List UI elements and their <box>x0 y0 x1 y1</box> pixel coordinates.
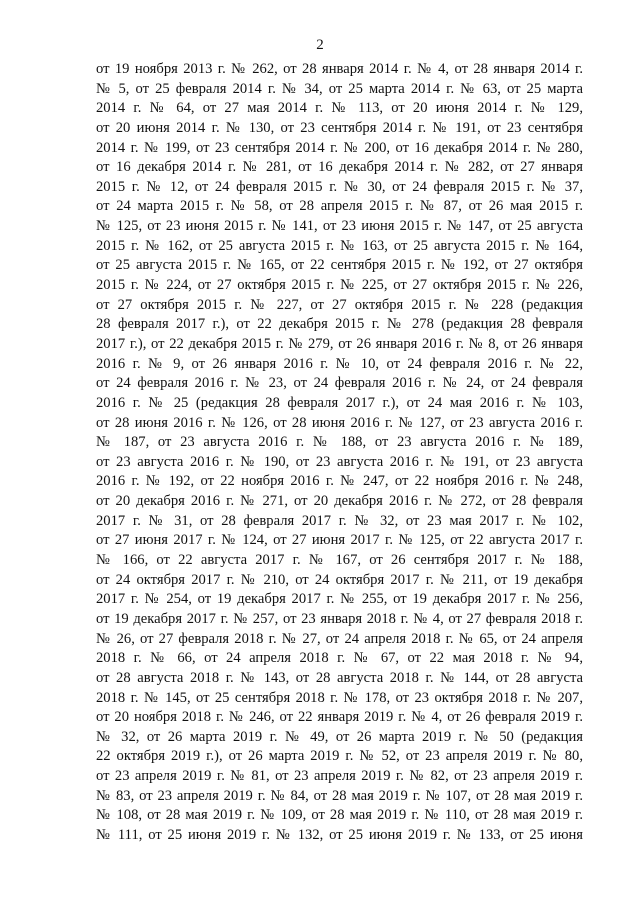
text-line: от 27 июня 2017 г. № 124, от 27 июня 2017 г. № 125, от 22 августа 2017 г. <box>96 532 583 549</box>
text-line: 28 февраля 2017 г.), от 22 декабря 2015 г. № 278 (редакция 28 февраля <box>96 316 583 333</box>
text-line: 2017 г. № 31, от 28 февраля 2017 г. № 32, от 23 мая 2017 г. № 102, <box>96 512 583 529</box>
text-line: № 26, от 27 февраля 2018 г. № 27, от 24 апреля 2018 г. № 65, от 24 апреля <box>96 630 583 647</box>
text-line: от 19 ноября 2013 г. № 262, от 28 января 2014 г. № 4, от 28 января 2014 г. <box>96 61 583 77</box>
text-line: 2017 г. № 254, от 19 декабря 2017 г. № 255, от 19 декабря 2017 г. № 256, <box>96 591 583 608</box>
text-line: 2018 г. № 145, от 25 сентября 2018 г. № 178, от 23 октября 2018 г. № 207, <box>96 689 583 706</box>
text-line: № 32, от 26 марта 2019 г. № 49, от 26 марта 2019 г. № 50 (редакция <box>96 728 583 745</box>
text-line: № 5, от 25 февраля 2014 г. № 34, от 25 марта 2014 г. № 63, от 25 марта <box>96 80 583 97</box>
text-line: от 23 августа 2016 г. № 190, от 23 августа 2016 г. № 191, от 23 августа <box>96 453 583 470</box>
text-line: 22 октября 2019 г.), от 26 марта 2019 г. № 52, от 23 апреля 2019 г. № 80, <box>96 748 583 765</box>
text-line: от 25 августа 2015 г. № 165, от 22 сентября 2015 г. № 192, от 27 октября <box>96 257 583 274</box>
text-line: от 20 ноября 2018 г. № 246, от 22 января 2019 г. № 4, от 26 февраля 2019 г. <box>96 709 583 726</box>
page-number: 2 <box>316 37 324 53</box>
body-text <box>96 60 583 846</box>
text-line: от 20 июня 2014 г. № 130, от 23 сентября 2014 г. № 191, от 23 сентября <box>96 119 583 136</box>
text-line: 2014 г. № 64, от 27 мая 2014 г. № 113, от 20 июня 2014 г. № 129, <box>96 100 583 117</box>
text-line: 2016 г. № 192, от 22 ноября 2016 г. № 247, от 22 ноября 2016 г. № 248, <box>96 473 583 490</box>
text-line: № 111, от 25 июня 2019 г. № 132, от 25 июня 2019 г. № 133, от 25 июня <box>96 826 583 843</box>
text-line: от 24 октября 2017 г. № 210, от 24 октября 2017 г. № 211, от 19 декабря <box>96 571 583 588</box>
text-line: № 125, от 23 июня 2015 г. № 141, от 23 июня 2015 г. № 147, от 25 августа <box>96 218 583 235</box>
text-line: 2018 г. № 66, от 24 апреля 2018 г. № 67, от 22 мая 2018 г. № 94, <box>96 650 583 667</box>
text-line: 2017 г.), от 22 декабря 2015 г. № 279, от 26 января 2016 г. № 8, от 26 января <box>96 335 583 352</box>
text-line: 2016 г. № 9, от 26 января 2016 г. № 10, от 24 февраля 2016 г. № 22, <box>96 355 583 372</box>
text-line: от 23 апреля 2019 г. № 81, от 23 апреля 2019 г. № 82, от 23 апреля 2019 г. <box>96 768 583 785</box>
text-line: 2015 г. № 162, от 25 августа 2015 г. № 163, от 25 августа 2015 г. № 164, <box>96 237 583 254</box>
text-line: от 28 июня 2016 г. № 126, от 28 июня 2016 г. № 127, от 23 августа 2016 г. <box>96 414 583 431</box>
text-line: от 24 февраля 2016 г. № 23, от 24 февраля 2016 г. № 24, от 24 февраля <box>96 375 583 392</box>
text-line: от 27 октября 2015 г. № 227, от 27 октября 2015 г. № 228 (редакция <box>96 296 583 313</box>
text-line: от 16 декабря 2014 г. № 281, от 16 декабря 2014 г. № 282, от 27 января <box>96 159 583 176</box>
text-line: от 28 августа 2018 г. № 143, от 28 августа 2018 г. № 144, от 28 августа <box>96 669 583 686</box>
text-line: № 187, от 23 августа 2016 г. № 188, от 23 августа 2016 г. № 189, <box>96 434 583 451</box>
text-line: от 24 марта 2015 г. № 58, от 28 апреля 2015 г. № 87, от 26 мая 2015 г. <box>96 198 583 215</box>
text-line: от 20 декабря 2016 г. № 271, от 20 декабря 2016 г. № 272, от 28 февраля <box>96 493 583 510</box>
text-line: № 166, от 22 августа 2017 г. № 167, от 26 сентября 2017 г. № 188, <box>96 552 583 569</box>
text-line: № 83, от 23 апреля 2019 г. № 84, от 28 мая 2019 г. № 107, от 28 мая 2019 г. <box>96 787 583 804</box>
text-line: 2015 г. № 12, от 24 февраля 2015 г. № 30, от 24 февраля 2015 г. № 37, <box>96 178 583 195</box>
text-line: № 108, от 28 мая 2019 г. № 109, от 28 мая 2019 г. № 110, от 28 мая 2019 г. <box>96 807 583 824</box>
text-line: 2014 г. № 199, от 23 сентября 2014 г. № 200, от 16 декабря 2014 г. № 280, <box>96 139 583 156</box>
text-line: 2015 г. № 224, от 27 октября 2015 г. № 225, от 27 октября 2015 г. № 226, <box>96 277 583 294</box>
text-line: от 19 декабря 2017 г. № 257, от 23 января 2018 г. № 4, от 27 февраля 2018 г. <box>96 610 583 627</box>
text-line: 2016 г. № 25 (редакция 28 февраля 2017 г.), от 24 мая 2016 г. № 103, <box>96 394 583 411</box>
